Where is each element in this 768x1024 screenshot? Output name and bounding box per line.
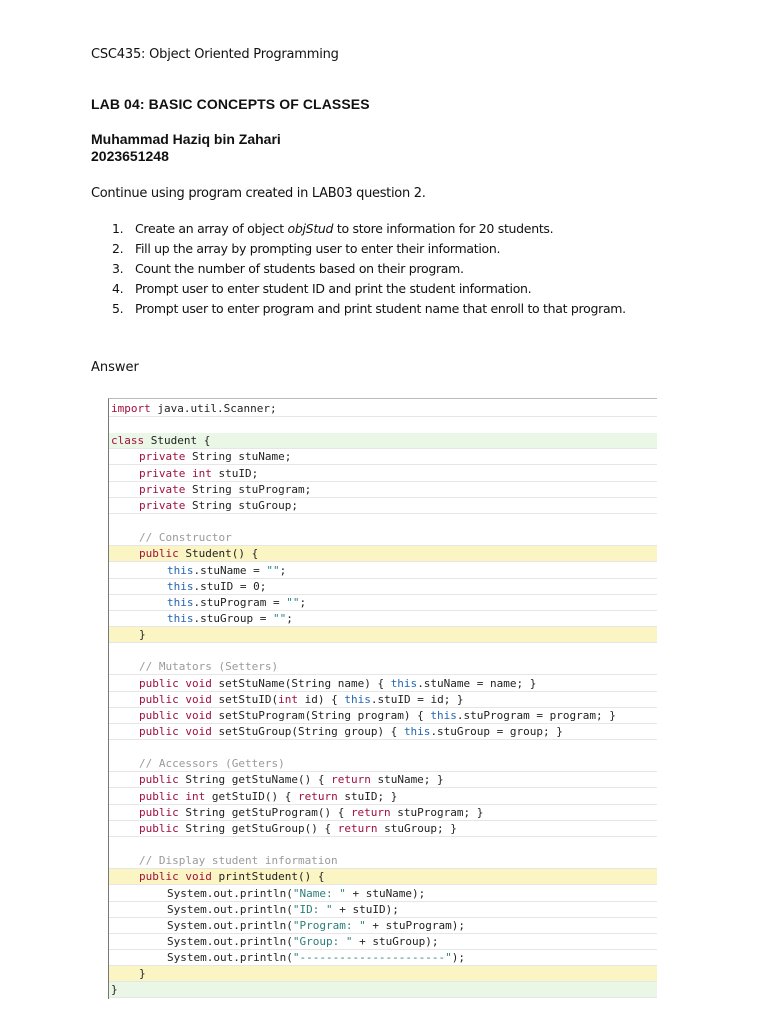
code-line (109, 789, 657, 805)
code-token-plain: System.out.println( (167, 918, 293, 932)
code-token-kw: public (139, 870, 179, 884)
code-token-plain: printStudent() { (211, 870, 325, 884)
code-token-kw: private (139, 450, 186, 464)
code-token-plain: stuName; } (370, 773, 444, 787)
code-line (109, 643, 657, 659)
code-token-str: "----------------------" (292, 951, 452, 965)
task-text: Prompt user to enter program and print student name that enroll to that program. (135, 301, 626, 316)
code-token-plain: } (111, 983, 118, 997)
code-line (109, 934, 657, 950)
code-line (109, 740, 657, 756)
code-token-str: "" (266, 563, 280, 577)
code-line (109, 627, 657, 643)
code-token-this: this (403, 725, 431, 738)
code-line (109, 966, 657, 982)
code-line (109, 466, 657, 482)
task-text: Fill up the array by prompting user to enter their information. (135, 241, 501, 256)
code-token-plain: setStuGroup(String group) { (211, 725, 404, 738)
task-item (112, 259, 626, 279)
code-line (109, 918, 657, 934)
code-line (109, 498, 657, 514)
code-line (109, 756, 657, 772)
code-token-plain: ; (286, 611, 293, 625)
task-text: Prompt user to enter student ID and print the student information. (135, 281, 532, 296)
code-token-plain: setStuID( (211, 692, 279, 706)
code-token-plain: .stuProgram = (193, 595, 287, 609)
code-token-plain: .stuGroup = (193, 611, 273, 625)
task-item (112, 239, 626, 259)
code-token-plain: .stuName = (193, 563, 267, 577)
code-line (109, 659, 657, 675)
code-token-plain: java.util.Scanner; (150, 402, 277, 415)
code-token-kw: void (185, 725, 212, 738)
task-text: Create an array of object (135, 221, 288, 236)
code-token-str: "Name: " (292, 886, 346, 900)
code-token-plain: String getStuName() { (178, 773, 332, 787)
code-token-plain: + stuGroup); (352, 934, 439, 948)
code-block (108, 398, 657, 999)
code-line (109, 482, 657, 498)
code-token-plain: System.out.println( (167, 951, 293, 965)
code-token-plain (185, 467, 192, 480)
code-line (109, 611, 657, 627)
code-token-plain: String getStuGroup() { (178, 821, 338, 835)
code-token-plain: stuGroup; } (377, 821, 457, 835)
code-token-kw: public (139, 547, 179, 561)
task-number: 4. (112, 281, 124, 296)
code-token-str: "ID: " (292, 902, 333, 916)
code-token-plain: id) { (297, 692, 345, 706)
code-token-plain: Student() { (178, 547, 259, 561)
code-token-plain: .stuProgram = program; } (456, 708, 616, 722)
code-token-plain: } (139, 628, 146, 642)
course-title: CSC435: Object Oriented Programming (91, 47, 339, 62)
task-emphasis: objStud (287, 221, 334, 236)
code-token-kw: public (139, 773, 179, 787)
code-token-kw: public (139, 725, 179, 738)
code-token-kw: private (139, 498, 186, 512)
code-token-plain: .stuID = id; } (370, 692, 464, 706)
code-line (109, 676, 657, 692)
answer-label: Answer (91, 360, 139, 375)
code-token-this: this (344, 692, 371, 706)
code-token-cm: // Constructor (139, 531, 232, 545)
author-id: 2023651248 (91, 148, 169, 164)
code-token-kw: private (139, 482, 186, 496)
code-token-plain: setStuName(String name) { (211, 676, 391, 690)
code-line (109, 869, 657, 885)
code-token-plain: System.out.println( (167, 886, 293, 900)
code-token-str: "Group: " (292, 934, 353, 948)
code-line (109, 724, 657, 740)
code-token-plain: .stuName = name; } (417, 676, 537, 690)
code-token-kw: return (331, 773, 371, 787)
lab-title: LAB 04: BASIC CONCEPTS OF CLASSES (91, 96, 370, 112)
code-token-kw: int (185, 789, 206, 803)
code-token-plain: + stuName); (345, 886, 426, 900)
task-number: 2. (112, 241, 124, 256)
code-token-kw: public (139, 805, 179, 819)
code-token-kw: void (185, 692, 212, 706)
code-token-this: this (167, 579, 194, 593)
code-token-plain: stuProgram; } (390, 805, 484, 819)
code-token-plain: .stuID = 0; (193, 579, 267, 593)
code-token-cm: // Mutators (Setters) (139, 660, 279, 674)
code-line (109, 708, 657, 724)
code-line (109, 902, 657, 918)
task-number: 5. (112, 301, 124, 316)
code-line (109, 837, 657, 853)
code-token-kw: return (297, 789, 338, 803)
code-token-plain: stuID; } (337, 789, 398, 803)
code-token-this: this (390, 676, 418, 690)
code-line (109, 530, 657, 546)
task-item (112, 299, 626, 319)
code-line (109, 546, 657, 562)
code-line (109, 449, 657, 465)
code-token-plain: String getStuProgram() { (178, 805, 351, 819)
code-token-this: this (430, 708, 457, 722)
code-token-kw: void (185, 870, 212, 884)
code-token-plain: } (139, 967, 146, 981)
code-token-plain: ; (279, 563, 287, 577)
task-text: Count the number of students based on their program. (135, 261, 464, 276)
code-line (109, 417, 657, 433)
code-line (109, 853, 657, 869)
code-token-kw: void (185, 708, 212, 722)
task-number: 3. (112, 261, 124, 276)
code-token-plain: ; (299, 595, 307, 609)
code-token-this: this (167, 611, 194, 625)
code-token-kw: class (111, 434, 145, 448)
code-token-kw: void (185, 676, 212, 690)
task-text: to store information for 20 students. (333, 221, 554, 236)
code-token-kw: return (350, 805, 391, 819)
code-token-plain: + stuProgram); (365, 918, 466, 932)
code-token-plain: ); (451, 951, 466, 965)
code-token-plain: Student { (144, 434, 211, 448)
code-token-plain: System.out.println( (167, 934, 293, 948)
code-token-plain: setStuProgram(String program) { (211, 708, 431, 722)
code-token-cm: // Display student information (139, 854, 338, 868)
code-line (109, 982, 657, 998)
author-name: Muhammad Haziq bin Zahari (91, 131, 281, 147)
intro-text: Continue using program created in LAB03 question 2. (91, 186, 426, 201)
code-token-kw: public (139, 821, 179, 835)
code-line (109, 821, 657, 837)
code-token-plain: stuID; (211, 466, 259, 480)
code-token-plain: String stuGroup; (185, 498, 298, 512)
code-token-kw: return (337, 821, 378, 835)
code-line (109, 805, 657, 821)
code-token-cm: // Accessors (Getters) (139, 757, 285, 771)
code-token-kw: import (111, 402, 151, 415)
code-token-kw: int (278, 692, 298, 706)
code-token-str: "" (272, 611, 287, 625)
task-item (112, 279, 626, 299)
code-line (109, 579, 657, 595)
code-token-this: this (167, 563, 194, 577)
code-line (109, 514, 657, 530)
code-token-plain: System.out.println( (167, 902, 293, 916)
code-token-kw: public (139, 708, 179, 722)
code-token-kw: public (139, 789, 179, 803)
code-line (109, 563, 657, 579)
code-token-plain: .stuGroup = group; } (430, 725, 563, 738)
code-token-plain: getStuID() { (205, 789, 298, 803)
code-line (109, 595, 657, 611)
code-token-plain: + stuID); (332, 902, 399, 916)
code-token-kw: private (139, 466, 186, 480)
code-line (109, 772, 657, 788)
code-token-kw: int (191, 466, 212, 480)
task-list (112, 219, 626, 319)
code-line (109, 692, 657, 708)
code-line (109, 886, 657, 902)
code-token-plain: String stuProgram; (185, 482, 312, 496)
code-line (109, 401, 657, 417)
code-token-kw: public (139, 676, 179, 690)
code-line (109, 433, 657, 449)
code-token-kw: public (139, 692, 179, 706)
code-token-plain: String stuName; (185, 450, 292, 464)
code-line (109, 950, 657, 966)
task-item (112, 219, 626, 239)
code-token-this: this (167, 595, 194, 609)
task-number: 1. (112, 221, 124, 236)
code-token-str: "" (286, 595, 300, 609)
code-token-str: "Program: " (292, 918, 366, 932)
